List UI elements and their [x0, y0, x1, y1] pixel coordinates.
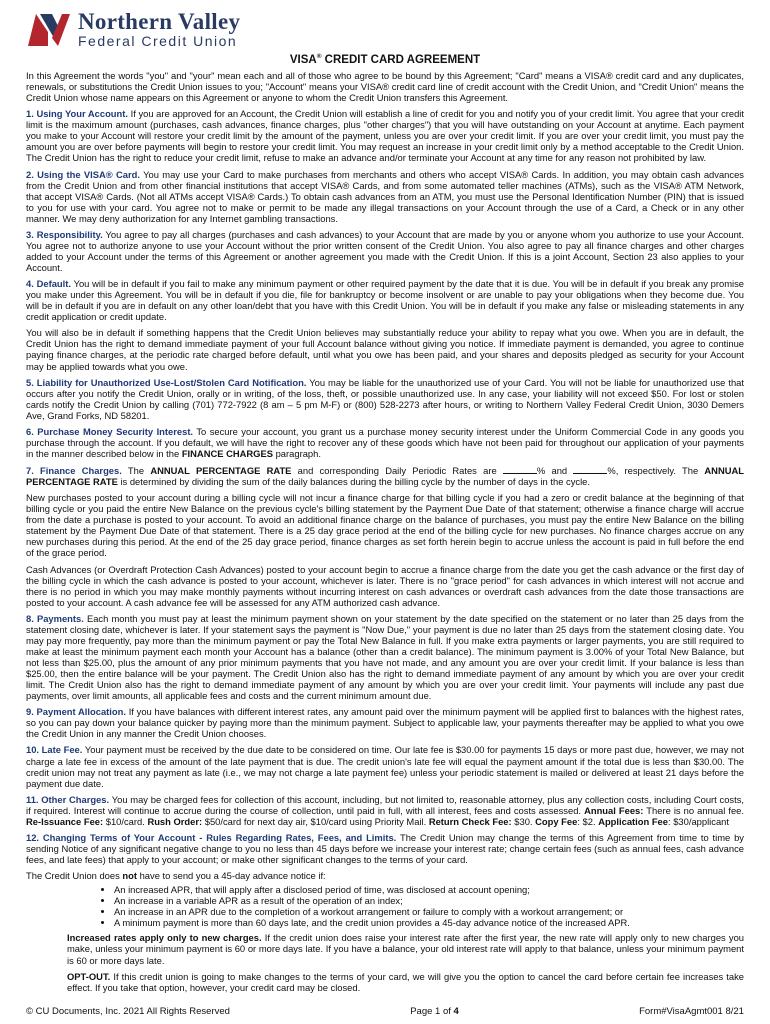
intro-paragraph: In this Agreement the words "you" and "your" mean each and all of those who agree to be bound by this Agreement; "Card" means a VISA® credit card and any duplicates, renewals, or substitutions the Credit Union issues to you; "Account" means your VISA® credit card line of credit account with the Credit Union, and "Credit Union" means the Credit Union whose name appears on this Agreement or anyone to whom the Credit Union transfers this Agreement.	[26, 70, 744, 104]
section-1: 1. Using Your Account. If you are approved for an Account, the Credit Union will establish a line of credit for you and notify you of your credit limit. You agree that your credit limit is the maximum amount (purchases, cash advances, finance charges, plus "other charges") that you will have outstanding on your Account at anytime. Each payment you make to your Account will restore your credit limit by the amount of the payment, unless you are over your credit limit. If you are over your credit limit, you must pay the amount you are over before payments will begin to restore your credit limit. You may request an increase in your credit limit only by a method acceptable to the Credit Union. The Credit Union has the right to reduce your credit limit, refuse to make an advance and/or terminate your Account at any time for any reason not prohibited by law.	[26, 108, 744, 164]
section-7-purchases: New purchases posted to your account during a billing cycle will not incur a finance charge for that billing cycle if you had a zero or credit balance at the beginning of that billing cycle or you paid the entire New Balance on the previous cycle's billing statement by the Payment Due Date of that statement; otherwise a finance charge will accrue from the date a purchase is posted to your account. To avoid an additional finance charge on the balance of purchases, you must pay the entire New Balance on the billing statement by the Payment Due Date of that statement. There is a 25 day grace period at the end of the billing cycle for new purchases. No finance charges accrue on any new purchases during this period. At the end of the 25 day grace period, finance charges as set forth herein begin to accrue unless the account is paid in full before the end of the grace period.	[26, 492, 744, 559]
document-title: VISA® CREDIT CARD AGREEMENT	[289, 53, 481, 66]
section-7: 7. Finance Charges. The ANNUAL PERCENTAGE RATE and corresponding Daily Periodic Rates are % and %, respectively. The ANNUAL PERCENTAGE RATE is determined by dividing the sum of the daily balances during the billing cycle by the number of days in the cycle.	[26, 465, 744, 488]
section-11: 11. Other Charges. You may be charged fees for collection of this account, including, but not limited to, reasonable attorney, plus any collection costs, including Court costs, if required. Interest will continue to accrue during the course of collection, until paid in full, with all interest, fees and costs assessed. Annual Fees: There is no annual fee. Re-Issuance Fee: $10/card. Rush Order: $50/card for next day air, $10/card using Priority Mail. Return Check Fee: $30. Copy Fee: $2. Application Fee: $30/applicant	[26, 793, 744, 827]
copyright-text: © CU Documents, Inc. 2021 All Rights Reserved	[26, 1006, 230, 1017]
list-item: • An increase in an APR due to the completion of a workout arrangement or failure to comply with a workout arrangement; or	[114, 906, 744, 917]
opt-out-paragraph: OPT-OUT. If this credit union is going to make changes to the terms of your card, we will give you the option to cancel the card before certain fee increases take effect. If you take that option, however, your credit card may be closed.	[67, 970, 744, 993]
form-number: Form#VisaAgmt001 8/21	[639, 1006, 744, 1017]
apr-blank-field[interactable]	[503, 464, 537, 474]
page-footer	[26, 1006, 744, 1017]
section-5: 5. Liability for Unauthorized Use-Lost/Stolen Card Notification. You may be liable for the unauthorized use of your Card. You will not be liable for unauthorized use that occurs after you notify the Credit Union, orally or in writing, of the loss, theft, or possible unauthorized use. In any case, your liability will not exceed $50. For lost or stolen cards notify the Credit Union by calling (701) 772-7922 (8 am – 5 pm M-F) or (800) 528-2273 after hours, or writing to Northern Valley Federal Credit Union, 3030 Demers Ave, Grand Forks, ND 58201.	[26, 376, 744, 421]
section-4: 4. Default. You will be in default if you fail to make any minimum payment or other required payment by the date that it is due. You will be in default if you break any promise you make under this Agreement. You will be in default if you die, file for bankruptcy or become insolvent or are unable to pay your obligations when they become due. You will be in default if you are in default on any other loan/debt that you have with this Credit Union. You will be in default if you make any false or misleading statements in any credit application or credit update.	[26, 278, 744, 323]
notice-exceptions-list	[26, 884, 744, 928]
list-item: • A minimum payment is more than 60 days late, and the credit union provides a 45-day advance notice of the increased APR.	[114, 917, 744, 928]
section-7-cash-advances: Cash Advances (or Overdraft Protection Cash Advances) posted to your account begin to accrue a finance charge from the date you get the cash advance or the first day of the billing cycle in which the cash advance is posted to your account, whichever is later. There is no "grace period" for cash advances in which interest will not accrue and there is no period in which you may make monthly payments without incurring interest on cash advances or overdraft cash advances from the date those transactions are posted to your account. A cash advance fee will be assessed for any ATM authorized cash advance.	[26, 563, 744, 608]
increased-rates-paragraph: Increased rates apply only to new charges. If the credit union does raise your interest rate after the first year, the new rate will apply only to new charges you make, unless your minimum payment is 60 or more days late. If you have a balance, your old interest rate will apply to that balance, unless your minimum payment is 60 or more days late.	[67, 932, 745, 966]
logo-subtitle: Federal Credit Union	[78, 33, 238, 49]
page-number: Page 1 of 4	[410, 1006, 459, 1017]
section-8: 8. Payments. Each month you must pay at least the minimum payment shown on your statement by the date specified on the statement or no later than 25 days from the statement closing date, whichever is later. If your statement says the payment is "Now Due," your payment is due no later than 25 days from the statement closing date. You may pay more frequently, pay more than the minimum payment or pay the Total New Balance in full. If you make extra payments or larger payments, you are still required to make at least the minimum payment each month your Account has a balance (other than a credit balance). The minimum payment is 3.00% of your Total New Balance, but not less than $25.00, plus the amount of any prior minimum payments that you have not made, and any amount you are over your credit limit. If your balance is less than $25.00, then the entire balance will be your payment. The Credit Union also has the right to demand immediate payment of any amount by which you are over your credit limit. The Credit Union also has the right to demand immediate payment of any amount by which you are over your credit limit. Your payments will include any past due payments, over limit amounts, all applicable fees and costs and the current minimum amount due.	[26, 612, 744, 702]
list-item: • An increased APR, that will apply after a disclosed period of time, was disclosed at account opening;	[114, 884, 744, 895]
agreement-body	[26, 70, 744, 993]
section-4-continued: You will also be in default if something happens that the Credit Union believes may substantially reduce your ability to repay what you owe. When you are in default, the Credit Union has the right to demand immediate payment of your full Account balance without giving you notice. If immediate payment is demanded, you agree to continue paying finance charges, at the periodic rate charged before default, until what you owe has been paid, and your shares and deposits pledged as security for your Account may be applied towards what you owe.	[26, 327, 744, 372]
section-9: 9. Payment Allocation. If you have balances with different interest rates, any amount paid over the minimum payment will be applied first to balances with the highest rates, so you can pay down your balance quicker by paying more than the minimum payment. Subject to applicable law, your payments thereafter may be applied to what you owe the Credit Union in any manner the Credit Union chooses.	[26, 706, 744, 740]
section-3: 3. Responsibility. You agree to pay all charges (purchases and cash advances) to your Account that are made by you or anyone whom you authorize to use your Account. You agree not to authorize anyone to use your Account without the prior written consent of the Credit Union. You also agree to pay all finance charges and other charges added to your Account under the terms of this Agreement or another agreement you made with the Credit Union. If this is a joint Account, Section 23 also applies to your Account.	[26, 228, 744, 273]
section-2: 2. Using the VISA® Card. You may use your Card to make purchases from merchants and others who accept VISA® Cards. In addition, you may obtain cash advances from the Credit Union and from other financial institutions that accept VISA® Cards, and from some automated teller machines (ATMs), such as the VISA® ATM Network, that accept VISA® Cards. (Not all ATMs accept VISA® Cards.) To obtain cash advances from an ATM, you must use the Personal Identification Number (PIN) that is issued to you for use with your card. You agree not to make or permit to be made any illegal transactions on your Account through the use of a Card, a Check or in any other manner. We may deny authorization for any Internet gambling transactions.	[26, 168, 744, 224]
credit-union-logo	[26, 8, 744, 50]
section-6: 6. Purchase Money Security Interest. To secure your account, you grant us a purchase money security interest under the Uniform Commercial Code in any goods you purchase through the account. If you default, we will have the right to recover any of these goods which have not been paid for throughout our application of your payments in the manner described below in the FINANCE CHARGES paragraph.	[26, 425, 744, 459]
section-12-notice: The Credit Union does not have to send you a 45-day advance notice if:	[26, 870, 326, 882]
logo-mark-icon	[26, 10, 72, 48]
list-item: • An increase in a variable APR as a result of the operation of an index;	[114, 895, 744, 906]
daily-rate-blank-field[interactable]	[573, 464, 607, 474]
section-10: 10. Late Fee. Your payment must be received by the due date to be considered on time. Our late fee is $30.00 for payments 15 days or more past due, however, we may not charge a late fee in excess of the amount of the late payment that is due. The credit union's late fee will equal the payment amount if the total due is less than $30.00. The credit union may not treat any payment as late (i.e., we may not charge a late payment fee) unless your periodic statement is mailed or delivered at least 21 days before the payment due date.	[26, 744, 745, 789]
section-12: 12. Changing Terms of Your Account - Rules Regarding Rates, Fees, and Limits. The Credit Union may change the terms of this Agreement from time to time by sending Notice of any significant negative change to you no less than 45 days before we increase your interest rate; change certain fees (such as annual fees, cash advance fees, and late fees) that apply to your account; or make other significant changes to the terms of your card.	[26, 831, 744, 865]
logo-name: Northern Valley	[78, 9, 241, 34]
